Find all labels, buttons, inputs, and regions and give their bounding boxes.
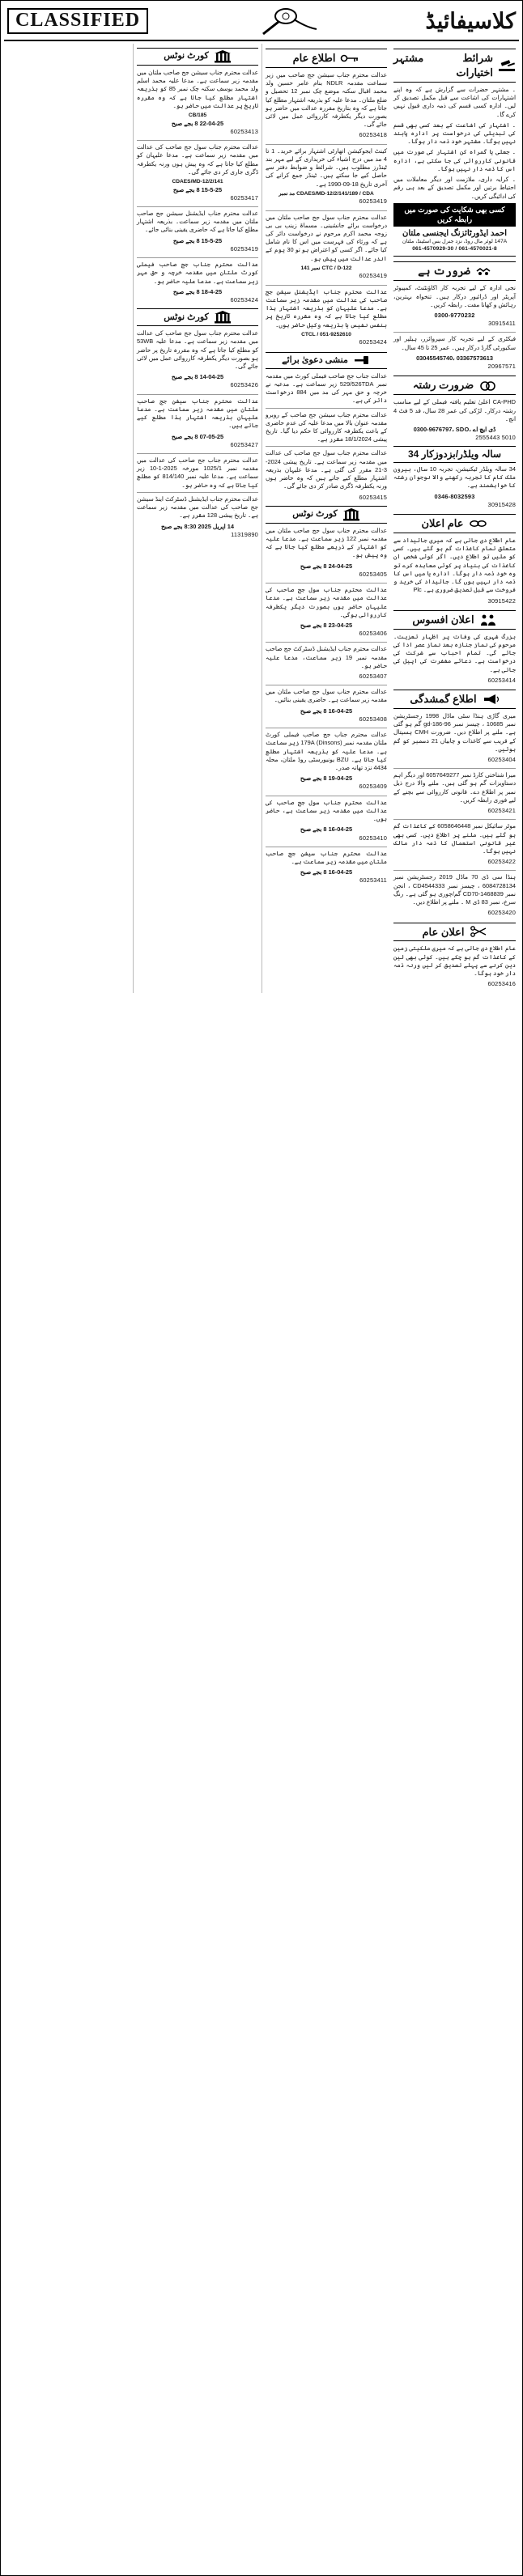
- pillar-icon: [342, 508, 360, 521]
- job-ad-text: فیکٹری کے لیے تجربہ کار سپروائزر، ہیلپر اور سکیورٹی گارڈ درکار ہیں۔ عمر 25 تا 45 سال۔: [393, 335, 516, 351]
- section-heading-terms-label: شرائط مشتہر اختیارات: [393, 52, 493, 79]
- masthead-urdu-title: کلاسیفائیڈ: [425, 8, 516, 33]
- agency-phones: 061-4570929-30 / 061-4570021-8: [412, 245, 497, 252]
- condolence-text: بزرگ شہری کی وفات پر اظہار تعزیت۔ مرحوم کی نماز جنازہ بعد نماز عصر ادا کی جائے گی۔ تمام احباب سے شرکت کی درخواست ہے۔ دعائے مغفرت کی اپیل کی جاتی ہے۔: [393, 632, 516, 673]
- section-heading-general-notice: [393, 514, 516, 533]
- agency-address: 147A لوئر مال روڈ، نزد جنرل بس اسٹینڈ، ملتان: [402, 239, 508, 245]
- case-code: CDAES/MD-12/2/141: [172, 178, 223, 185]
- column-left: [133, 44, 262, 993]
- ad-reference: 60253418: [359, 131, 387, 139]
- court-notice-text: عدالت محترم جناب سول جج صاحب ملتان میں مقدمہ زیر سماعت ہے۔ حاضری یقینی بنائیں۔: [266, 688, 387, 704]
- ad-reference: 60253422: [487, 858, 516, 866]
- magnifier-icon: [252, 5, 321, 37]
- masthead-english-title: CLASSIFIED: [7, 8, 148, 33]
- court-notice-text: عدالت محترم جناب سول جج صاحب کی عدالت میں مقدمہ زیر سماعت ہے۔ مدعا علیہان کو مطلع کیا جاتا ہے کہ وہ پیش ہوں ورنہ یکطرفہ ڈگری جاری کر دی جائے گی۔: [137, 143, 258, 176]
- general-notice-text: عام اطلاع دی جاتی ہے کہ میری جائیداد سے متعلق تمام کاغذات گم ہو گئے ہیں۔ کسی کو ملیں تو اطلاع دیں۔ اگر کوئی شخص ان کاغذات کی بنیاد پر کوئی معاہدہ کرے تو وہ خود ذمہ دار ہوگا۔ ادارہ یا میں اس کا ذمہ دار نہیں ہوں گا۔ جائیداد کی خرید و فروخت سے قبل تصدیق ضروری ہے۔ Plc: [393, 536, 516, 594]
- court-notice-text: عدالت محترم جناب سیشن جج صاحب ملتان میں مقدمہ زیر سماعت ہے۔: [266, 849, 387, 865]
- court-notice-text: عدالت محترم جناب سول جج صاحب کی عدالت میں مقدمہ زیر سماعت ہے۔ مدعا علیہان حاضر ہوں بصورت دیگر یکطرفہ کارروائی ہوگی۔: [266, 586, 387, 618]
- section-heading-condolence: [393, 610, 516, 630]
- public-notice-text: عام اطلاع دی جاتی ہے کہ میری ملکیتی زمین کے کاغذات گم ہو چکے ہیں۔ کوئی بھی لین دین کرنے سے پہلے تصدیق کر لیں ورنہ ذمہ دار خود ہوگا۔: [393, 944, 516, 978]
- court-notice-text: عدالت محترم جناب ایڈیشنل ڈسٹرکٹ اینڈ سیشن جج صاحب کی عدالت میں مقدمہ زیر سماعت ہے۔ تاریخ پیشی 128 مقرر ہے۔: [137, 494, 258, 520]
- matrimonial-ad-text: CA-PHD اعلیٰ تعلیم یافتہ فیملی کے لیے مناسب رشتہ درکار۔ لڑکی کی عمر 28 سال، قد 5 فٹ 4 انچ۔: [393, 398, 516, 422]
- section-heading-court-notice-left-2: [137, 308, 258, 326]
- section-heading-court-notice-mid-label: کورٹ نوٹس: [292, 509, 338, 520]
- section-heading-public-info-label: اطلاع عام: [292, 52, 336, 64]
- hearing-date: 19-04-25 8 بجے صبح: [300, 774, 353, 783]
- hearing-date: 18-4-25 8 بجے صبح: [172, 287, 223, 295]
- ad-reference: 60253411: [359, 876, 387, 885]
- section-heading-matrimonial: [393, 376, 516, 395]
- ad-reference: 60253407: [359, 673, 387, 681]
- agency-name: احمد ایڈورٹائزنگ ایجنسی ملتان: [402, 228, 508, 238]
- hearing-date: 22-04-25 8 بجے صبح: [171, 119, 224, 127]
- ad-reference: 60253410: [359, 834, 387, 842]
- ad-reference: 60253419: [230, 244, 258, 253]
- job-ad-phone: 0300-9770232: [434, 312, 475, 320]
- ad-reference: 30915411: [488, 320, 516, 328]
- court-notice-text: عدالت محترم جناب جج صاحب فیملی کورٹ ملتان مقدمہ نمبر (Dinsons) 179A زیر سماعت ہے۔ مدعا علیہ کو بذریعہ اشتہار مطلع کیا جاتا ہے۔ BZU یونیورسٹی روڈ ملتان، محلہ 4434 نزد تھانہ صدر۔: [266, 731, 387, 772]
- section-heading-court-notice-left-label: کورٹ نوٹس: [164, 51, 209, 62]
- section-heading-jobs-label: ضرورت ہے: [418, 265, 470, 278]
- ad-reference: 60253406: [359, 630, 387, 638]
- hearing-date: 23-04-25 8 بجے صبح: [300, 621, 353, 629]
- tender-code: CDAES/MD-12/2/141/189 / CDA مد نمبر: [279, 190, 374, 197]
- section-heading-claims-label: منشی دعویٰ برائے: [282, 354, 348, 365]
- column-middle: [262, 44, 390, 993]
- ad-reference: 60253424: [359, 338, 387, 346]
- matrimonial-ad-phone: 0346-8032593: [434, 492, 475, 500]
- section-heading-jobs: [393, 261, 516, 281]
- hearing-date: 15-5-25 8 بجے صبح: [172, 236, 223, 244]
- claim-text: عدالت محترم جناب سیشن جج صاحب کے روبرو مقدمہ عنوان بالا میں مدعا علیہ کی عدم حاضری کے باعث یکطرفہ کارروائی کا حکم دیا گیا۔ تاریخ پیشی 18/1/2024 مقرر ہے۔: [266, 410, 387, 443]
- ad-reference: 60253409: [359, 783, 387, 791]
- ad-reference: 60253414: [487, 676, 516, 684]
- ad-reference: 60253416: [487, 980, 516, 988]
- claim-text: عدالت جناب جج صاحب فیملی کورٹ میں مقدمہ نمبر 529/526TDA زیر سماعت ہے۔ مدعیہ نے خرچہ و حق مہر کی مد میں 884 درخواست دائر کی ہے۔: [266, 371, 387, 405]
- section-heading-public-info: [266, 49, 387, 68]
- handshake-icon: [475, 265, 491, 277]
- masthead: [4, 4, 519, 41]
- court-notice-text: عدالت محترم جناب سول جج صاحب کی عدالت میں مقدمہ زیر سماعت ہے، حاضر ہوں۔: [266, 798, 387, 823]
- court-ad-text: عدالت محترم جناب سیشن جج صاحب میں زیر سماعت مقدمہ NDLR بنام عامر حسین ولد محمد اقبال سکنہ موضع چک نمبر 12 تحصیل و ضلع ملتان۔ مدعا علیہ کو بذریعہ اشتہار مطلع کیا جاتا ہے کہ وہ بتاریخ مقررہ عدالت میں حاضر ہو بصورت دیگر یکطرفہ کارروائی عمل میں لائی جائے گی۔: [266, 70, 388, 129]
- court-notice-text: عدالت محترم جناب ایڈیشنل ڈسٹرکٹ جج صاحب مقدمہ نمبر 19 زیر سماعت، مدعا علیہ حاضر ہو۔: [266, 645, 387, 669]
- ad-reference: 60253405: [359, 570, 387, 578]
- ad-reference: 60253417: [230, 193, 258, 202]
- case-code: CTCL / 051-9252610: [301, 331, 351, 337]
- terms-item: ۔ مشتہر حضرات سے گزارش ہے کہ وہ اپنے اشتہارات کی اشاعت سے قبل مکمل تصدیق کر لیں۔ ادارہ کسی قسم کی ذمہ داری قبول نہیں کرے گا۔: [393, 85, 516, 118]
- rings-icon: [478, 380, 496, 391]
- ad-reference: 60253413: [230, 127, 258, 135]
- court-notice-text: عدالت محترم جناب جج صاحب فیملی کورٹ ملتان میں مقدمہ خرچہ و حق مہر زیر سماعت ہے۔ مدعا علیہ حاضر ہو۔: [137, 261, 258, 285]
- ad-reference: 60253419: [359, 272, 387, 280]
- section-heading-court-notice-left: [137, 48, 258, 66]
- hearing-date: 16-04-25 8 بجے صبح: [300, 825, 353, 834]
- chain-icon: [469, 519, 488, 528]
- court-notice-text: عدالت محترم جناب سیشن جج صاحب ملتان میں مقدمہ زیر سماعت ہے۔ مدعا علیہ محمد اسلم ولد محمد یوسف سکنہ چک نمبر 85 کو بذریعہ اشتہار مطلع کیا جاتا ہے کہ وہ مقررہ تاریخ پر عدالت میں حاضر ہو۔: [137, 69, 258, 109]
- hearing-date: 14 اپریل 2025 8:30 بجے صبح: [160, 522, 235, 530]
- gavel-icon: [498, 59, 516, 72]
- people-icon: [479, 613, 497, 626]
- hearing-date: 16-04-25 8 بجے صبح: [300, 707, 353, 715]
- ad-reference: 60253420: [487, 909, 516, 917]
- section-heading-terms: [393, 49, 516, 83]
- matrimonial-ad-text: 34 سالہ ویلڈر ٹیکنیشن، تجربہ 10 سال، بیرون ملک کام کا تجربہ رکھنے والا نوجوان رشتہ کا خواہشمند ہے۔: [393, 465, 516, 490]
- court-notice-text: عدالت محترم جناب ایڈیشنل سیشن جج صاحب ملتان میں مقدمہ زیر سماعت۔ بذریعہ اشتہار مطلع کیا جاتا ہے کہ حاضری یقینی بنائی جائے۔: [137, 209, 258, 234]
- terms-item: ۔ کرایہ داری، ملازمت اور دیگر معاملات میں احتیاط برتیں اور مکمل تصدیق کے بعد ہی رقم کی ادائیگی کریں۔: [393, 176, 516, 200]
- section-heading-lost-found: [393, 690, 516, 709]
- court-notice-text: عدالت محترم جناب سول جج صاحب ملتان میں مقدمہ نمبر 122 زیر سماعت ہے۔ مدعا علیہ کو اشتہار کے ذریعے مطلع کیا جاتا ہے کہ وہ پیش ہو۔: [266, 526, 387, 559]
- ad-reference: 60253424: [230, 295, 258, 303]
- ad-reference: 60253404: [487, 756, 516, 763]
- terms-item: ۔ اشتہار کی اشاعت کے بعد کسی بھی قسم کی تبدیلی کی درخواست پر ادارہ پابند نہیں ہوگا۔ مشتہر خود ذمہ دار ہوگا۔: [393, 121, 516, 146]
- ad-reference: 5010 2555443: [475, 434, 516, 442]
- terms-item: ۔ جعلی یا گمراہ کن اشتہار کی صورت میں قانونی کارروائی کی جا سکتی ہے، ادارہ اس کا ذمہ دار نہیں ہوگا۔: [393, 148, 516, 172]
- court-notice-text: عدالت محترم جناب جج صاحب کی عدالت میں مقدمہ نمبر 1025/1 مورخہ 2025-1-10 زیر سماعت ہے۔ مدعا علیہ نمبر 814/140 کو مطلع کیا جاتا ہے کہ وہ حاضر ہو۔: [137, 456, 258, 489]
- ad-reference: 60253415: [359, 493, 387, 501]
- column-right: [390, 44, 519, 993]
- lost-found-text: موٹر سائیکل نمبر 6058646448 کے کاغذات گم ہو گئے ہیں۔ ملنے پر اطلاع دیں۔ کسی بھی غیر قانونی استعمال کا ذمہ دار مالک نہیں ہوگا۔: [393, 822, 516, 855]
- scissors-icon: [470, 926, 487, 937]
- section-heading-court-notice-mid: [266, 506, 387, 524]
- job-ad-text: نجی ادارہ کے لیے تجربہ کار اکاؤنٹنٹ، کمپیوٹر آپریٹر اور ڈرائیور درکار ہیں۔ تنخواہ بہترین، رہائش و کھانا مفت۔ رابطہ کریں۔: [393, 284, 516, 308]
- job-ad-phone: 03045545740، 03367573613: [416, 354, 493, 362]
- ad-reference: 60253408: [359, 715, 387, 723]
- section-heading-court-notice-left-2-label: کورٹ نوٹس: [164, 312, 209, 322]
- lost-found-text: میرا شناختی کارڈ نمبر 6057649277 اور دیگر اہم دستاویزات گم ہو گئی ہیں۔ ملنے والا درج ذیل نمبر پر اطلاع دے۔ قانونی کارروائی سے بچنے کے لیے فوری رابطہ کریں۔: [393, 771, 517, 804]
- case-code: CTC / D-122 نمبر 141: [300, 265, 352, 271]
- claim-text: عدالت محترم جناب سول جج صاحب کی عدالت میں مقدمہ زیر سماعت ہے۔ تاریخ پیشی 2024-3-21 مقرر کی گئی ہے۔ مدعا علیہان بذریعہ اشتہار مطلع کیے جاتے ہیں کہ وہ حاضر ہوں ورنہ یکطرفہ ڈگری صادر کر دی جائے گی۔: [266, 449, 387, 490]
- section-heading-public-notice: [393, 923, 516, 942]
- megaphone-icon: [482, 694, 500, 705]
- section-heading-matrimonial-label: ضرورت رشتہ: [412, 379, 474, 392]
- hearing-date: 16-04-25 8 بجے صبح: [300, 868, 353, 876]
- pillar-icon: [214, 311, 232, 324]
- lost-found-text: میری گاڑی ہنڈا سٹی ماڈل 1998 رجسٹریشن نمبر 10685 ، چیسز نمبر 96-gd-186 گم ہو گئی ہے۔ ملنے پر اطلاع دیں۔ ضرورت CMH ہسپتال کے قریب سے کاغذات و چابیاں 21 دسمبر کو گم ہوئیں۔: [393, 711, 517, 753]
- ad-reference: 60253427: [230, 440, 258, 448]
- hearing-date: 24-04-25 8 بجے صبح: [300, 562, 353, 570]
- court-ad-text: کینٹ ایجوکیشن اتھارٹی اشتہار برائے خرید۔ 1 تا 4 مد میں درج اشیاء کی خریداری کے لیے مہر بند ٹینڈرز مطلوب ہیں۔ شرائط و ضوابط دفتر سے حاصل کیے جا سکتے ہیں۔ ٹینڈر جمع کرانے کی آخری تاریخ 18-09-1990 ہے۔: [266, 146, 387, 188]
- section-heading-claims: [266, 352, 387, 369]
- matrimonial-headline: 34 سالہ ویلڈر/بزدوزکار: [393, 446, 516, 463]
- court-notice-text: عدالت محترم جناب سیشن جج صاحب ملتان میں مقدمہ زیر سماعت ہے۔ مدعا علیہان بذریعہ اشتہار ہذا مطلع کیے جاتے ہیں۔: [137, 397, 258, 430]
- lost-found-text: ہنڈا سی ڈی 70 ماڈل 2019 رجسٹریشن نمبر 6084728134 ، چیسز نمبر CD4544333 ، انجن نمبر CD70-1468839 گم/چوری ہو گئی ہے۔ رنگ سرخ، نمبر 83 ڈی M ۔ ملنے پر اطلاع دیں۔: [393, 873, 517, 906]
- hearing-date: 07-05-25 8 بجے صبح: [171, 432, 224, 440]
- court-notice-text: عدالت محترم جناب سول جج صاحب کی عدالت میں مقدمہ زیر سماعت ہے۔ مدعا علیہ 53WB کو مطلع کیا جاتا ہے کہ وہ مقررہ تاریخ پر حاضر ہو بصورت دیگر یکطرفہ کارروائی عمل میں لائی جائے گی۔: [137, 329, 258, 371]
- case-code: CB/185: [188, 112, 207, 119]
- pillar-icon: [214, 50, 232, 63]
- ad-reference: 60253421: [487, 807, 516, 815]
- section-heading-condolence-label: اعلان افسوس: [412, 613, 474, 626]
- section-heading-general-notice-label: عام اعلان: [421, 517, 464, 530]
- key-icon: [340, 53, 359, 64]
- hearing-date: 14-04-25 8 بجے صبح: [171, 373, 224, 381]
- court-ad-text: عدالت محترم جناب سول جج صاحب ملتان میں درخواست برائے جانشینی۔ مسماۃ زینب بی بی زوجہ محمد اکرم مرحوم نے درخواست دائر کی ہے کہ ورثاء کی فہرست میں اس کا نام شامل کیا جائے۔ اگر کسی کو اعتراض ہو تو 30 یوم کے اندر عدالت میں پیش ہو۔: [266, 213, 387, 262]
- matrimonial-ad-phone: 0300-9676797، SDO، ڈی ایچ اے: [413, 425, 496, 433]
- complaint-bar: کسی بھی شکایت کی صورت میں رابطہ کریں: [393, 203, 516, 227]
- ad-reference: 20967571: [487, 363, 516, 371]
- section-heading-lost-found-label: اطلاع گمشدگی: [410, 692, 477, 705]
- ad-reference: 30915428: [487, 500, 516, 508]
- ad-reference: 11319890: [231, 530, 258, 538]
- hearing-date: 15-5-25 8 بجے صبح: [172, 185, 223, 193]
- ad-reference: 30915422: [487, 596, 516, 605]
- section-heading-public-notice-label: اعلان عام: [422, 925, 465, 938]
- ad-reference: 60253419: [359, 197, 387, 206]
- ad-reference: 60253426: [230, 381, 258, 389]
- court-ad-text: عدالت محترم جناب ایڈیشنل سیشن جج صاحب کی عدالت میں مقدمہ زیر سماعت ہے۔ مدعا علیہان کو بذریعہ اشتہار ہذا مطلع کیا جاتا ہے کہ وہ مقررہ تاریخ پر بنفس نفیس یا بذریعہ وکیل حاضر ہوں۔: [266, 287, 387, 329]
- columns-container: [4, 44, 519, 993]
- hammer-icon: [353, 354, 371, 366]
